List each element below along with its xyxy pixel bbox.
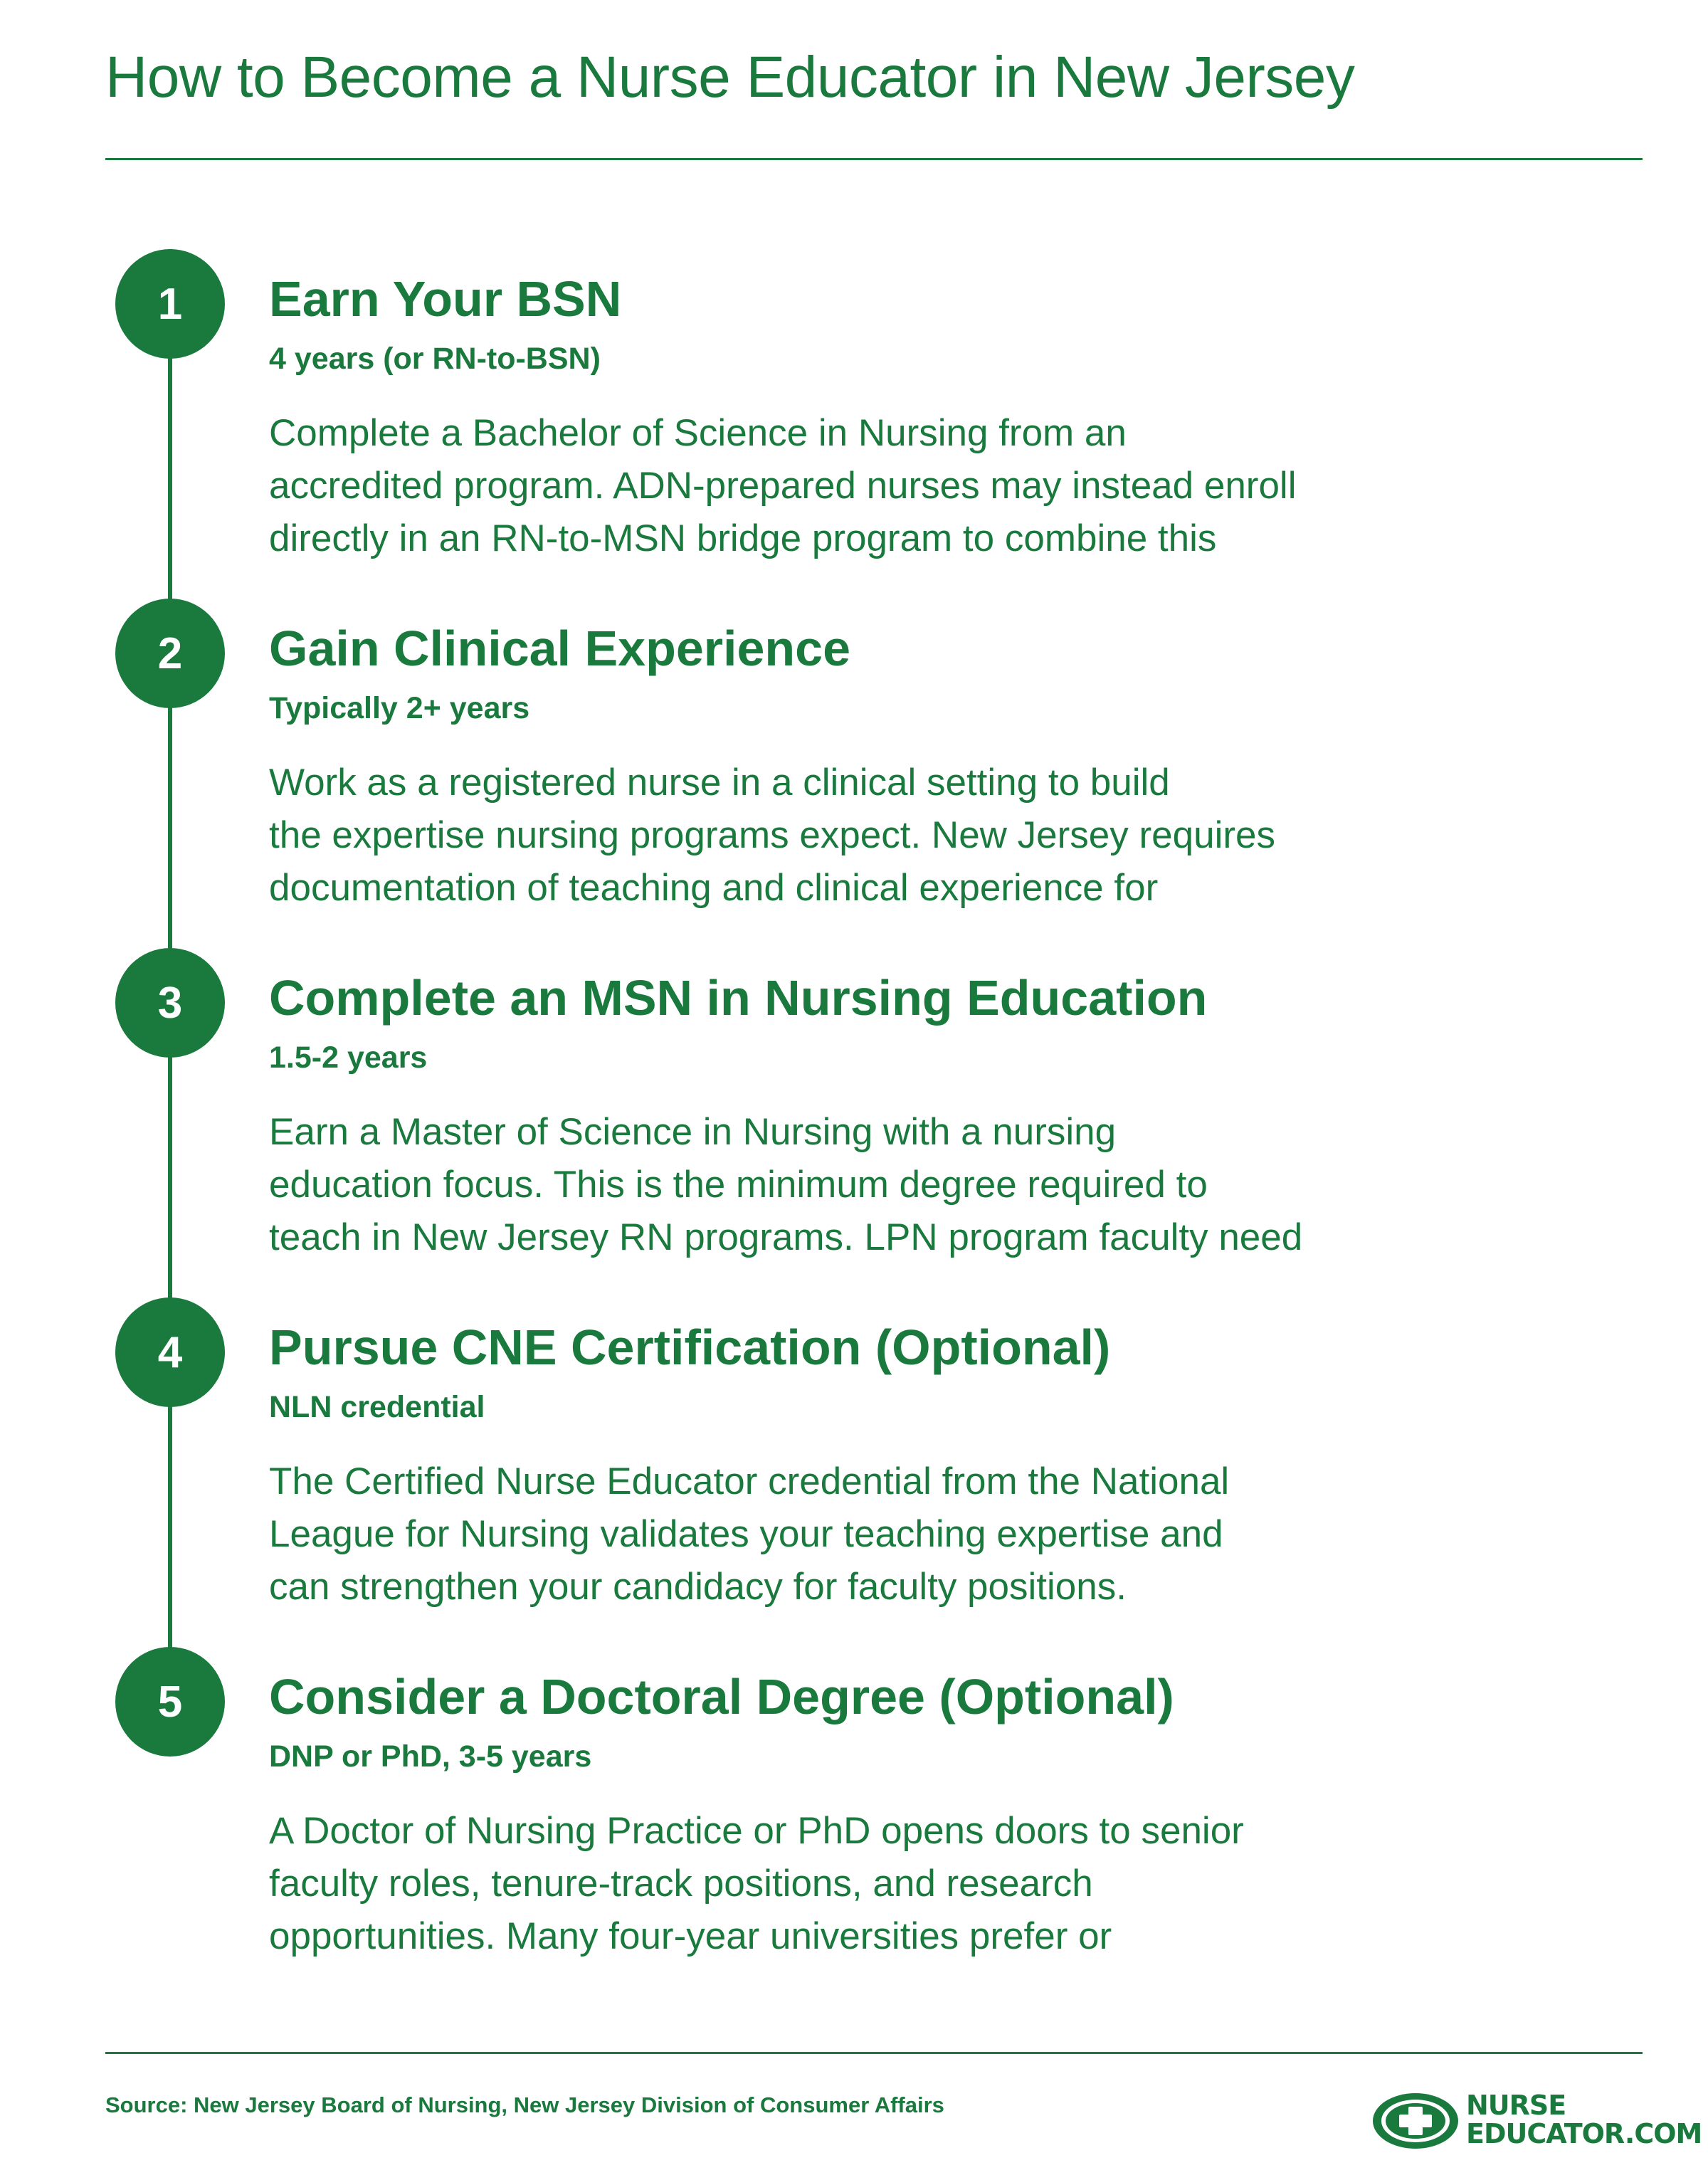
step-duration: Typically 2+ years bbox=[269, 691, 530, 725]
step-description-line: faculty roles, tenure-track positions, and research bbox=[269, 1863, 1093, 1905]
step-title: Gain Clinical Experience bbox=[269, 621, 850, 676]
nurse-educator-logo bbox=[1372, 2084, 1702, 2155]
step-description bbox=[269, 1805, 1436, 1963]
step-description-line: opportunities. Many four-year universities prefer or bbox=[269, 1915, 1112, 1957]
step-title: Pursue CNE Certification (Optional) bbox=[269, 1320, 1111, 1375]
step-description-line: accredited program. ADN-prepared nurses may instead enroll bbox=[269, 465, 1297, 507]
step-duration: NLN credential bbox=[269, 1390, 485, 1424]
step-description-line: documentation of teaching and clinical experience for bbox=[269, 867, 1159, 909]
step-number-badge: 4 bbox=[115, 1297, 225, 1407]
logo-line-1: NURSE bbox=[1466, 2090, 1566, 2121]
step-duration: DNP or PhD, 3-5 years bbox=[269, 1739, 592, 1774]
step-description bbox=[269, 1106, 1436, 1264]
step-number-badge: 5 bbox=[115, 1647, 225, 1757]
step-duration: 1.5-2 years bbox=[269, 1041, 428, 1075]
step-title: Consider a Doctoral Degree (Optional) bbox=[269, 1669, 1174, 1724]
step-description-line: directly in an RN-to-MSN bridge program to combine this bbox=[269, 517, 1217, 559]
step-description-line: League for Nursing validates your teaching expertise and bbox=[269, 1513, 1223, 1555]
step-number-badge: 3 bbox=[115, 948, 225, 1058]
step-description-line: the expertise nursing programs expect. New Jersey requires bbox=[269, 814, 1275, 856]
step-description-line: teach in New Jersey RN programs. LPN program faculty need bbox=[269, 1216, 1303, 1258]
step-description-line: education focus. This is the minimum degree required to bbox=[269, 1164, 1208, 1206]
step-description-line: Earn a Master of Science in Nursing with a nursing bbox=[269, 1111, 1117, 1153]
step-title: Earn Your BSN bbox=[269, 271, 622, 327]
step-description bbox=[269, 407, 1436, 565]
step-title: Complete an MSN in Nursing Education bbox=[269, 970, 1208, 1026]
step-description-line: The Certified Nurse Educator credential from the National bbox=[269, 1460, 1230, 1502]
bottom-divider bbox=[105, 2052, 1643, 2054]
logo-line-2: EDUCATOR.COM bbox=[1466, 2118, 1702, 2149]
step-number-badge: 1 bbox=[115, 249, 225, 359]
step-description-line: Complete a Bachelor of Science in Nursing from an bbox=[269, 412, 1127, 454]
top-divider bbox=[105, 158, 1643, 160]
step-duration: 4 years (or RN-to-BSN) bbox=[269, 342, 601, 376]
logo-wordmark bbox=[1466, 2091, 1702, 2148]
source-citation: Source: New Jersey Board of Nursing, New Jersey Division of Consumer Affairs bbox=[105, 2092, 944, 2117]
step-description-line: can strengthen your candidacy for faculty positions. bbox=[269, 1566, 1127, 1608]
step-description-line: Work as a registered nurse in a clinical setting to build bbox=[269, 762, 1170, 804]
medical-cross-icon bbox=[1372, 2092, 1459, 2149]
step-description bbox=[269, 757, 1436, 915]
step-description-line: A Doctor of Nursing Practice or PhD opens doors to senior bbox=[269, 1810, 1244, 1852]
page-title: How to Become a Nurse Educator in New Jersey bbox=[105, 45, 1355, 110]
step-number-badge: 2 bbox=[115, 599, 225, 708]
step-description bbox=[269, 1455, 1436, 1613]
